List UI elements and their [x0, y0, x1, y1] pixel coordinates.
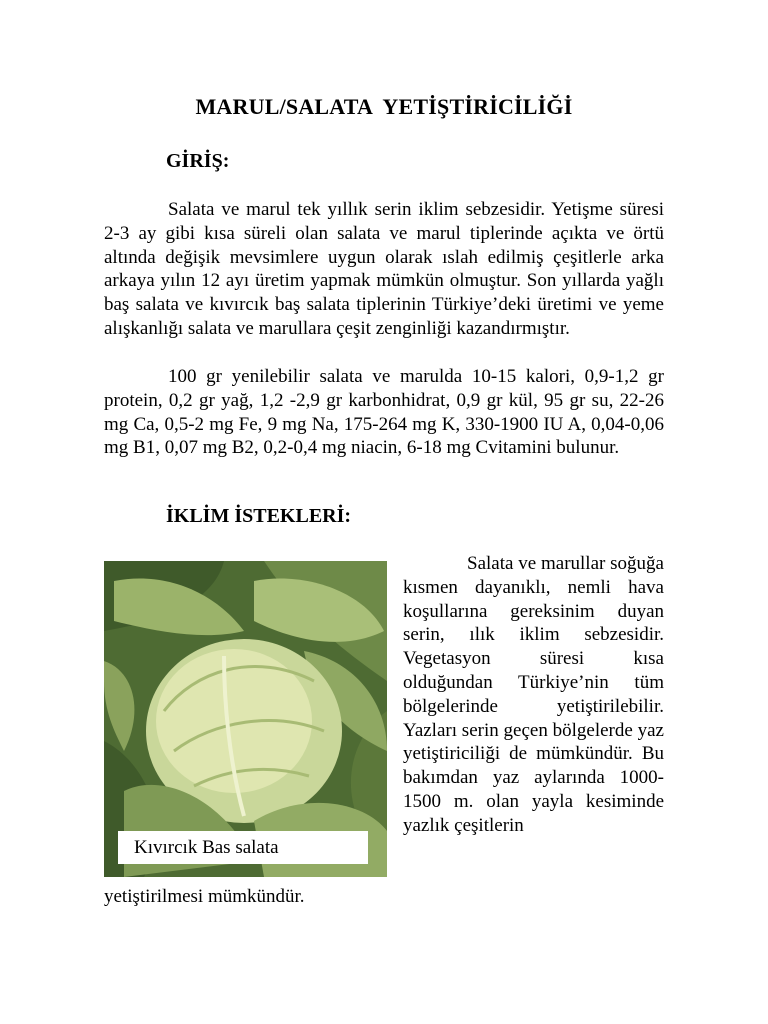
section-heading-giris: GİRİŞ: [166, 150, 230, 172]
page-title: MARUL/SALATA YETİŞTİRİCİLİĞİ [195, 94, 573, 119]
intro-paragraph: Salata ve marul tek yıllık serin iklim sebzesidir. Yetişme süresi 2-3 ay gibi kısa süreli olan salata ve marul tiplerinde açıkta ve örtü altında değişik mevsimlere uygun olarak ıslah edilmiş çeşitlerle arka arkaya yılın 12 ayı üretim yapmak mümkün olmuştur. Son yıllarda yağlı baş salata ve kıvırcık baş salata tiplerinin Türkiye’deki üretimi ve yeme alışkanlığı salata ve marullara çeşit zenginliği kazandırmıştır. [104, 199, 664, 339]
photo-caption: Kıvırcık Bas salata [118, 831, 368, 864]
climate-paragraph: Salata ve marullar soğuğa kısmen dayanıklı, nemli hava koşullarına gereksinim duyan serin, ılık iklim sebzesidir. Vegetasyon süresi kısa olduğundan Türkiye’nin tüm bölgelerinde yetiştirilebilir. Yazları serin geçen bölgelerde yaz yetiştiriciliği de mümkündür. Bu bakımdan yaz aylarında 1000-1500 m. olan yayla kesiminde yazlık çeşitlerin [403, 553, 664, 836]
section-heading-iklim: İKLİM İSTEKLERİ: [166, 505, 352, 527]
lettuce-photo [104, 561, 387, 877]
nutrition-paragraph: 100 gr yenilebilir salata ve marulda 10-15 kalori, 0,9-1,2 gr protein, 0,2 gr yağ, 1,2 -2,9 gr karbonhidrat, 0,9 gr kül, 95 gr su, 22-26 mg Ca, 0,5-2 mg Fe, 9 mg Na, 175-264 mg K, 330-1900 IU A, 0,04-0,06 mg B1, 0,07 mg B2, 0,2-0,4 mg niacin, 6-18 mg Cvitamini bulunur. [104, 366, 664, 459]
climate-paragraph-tail: yetiştirilmesi mümkündür. [104, 886, 305, 907]
lettuce-illustration [104, 561, 387, 877]
